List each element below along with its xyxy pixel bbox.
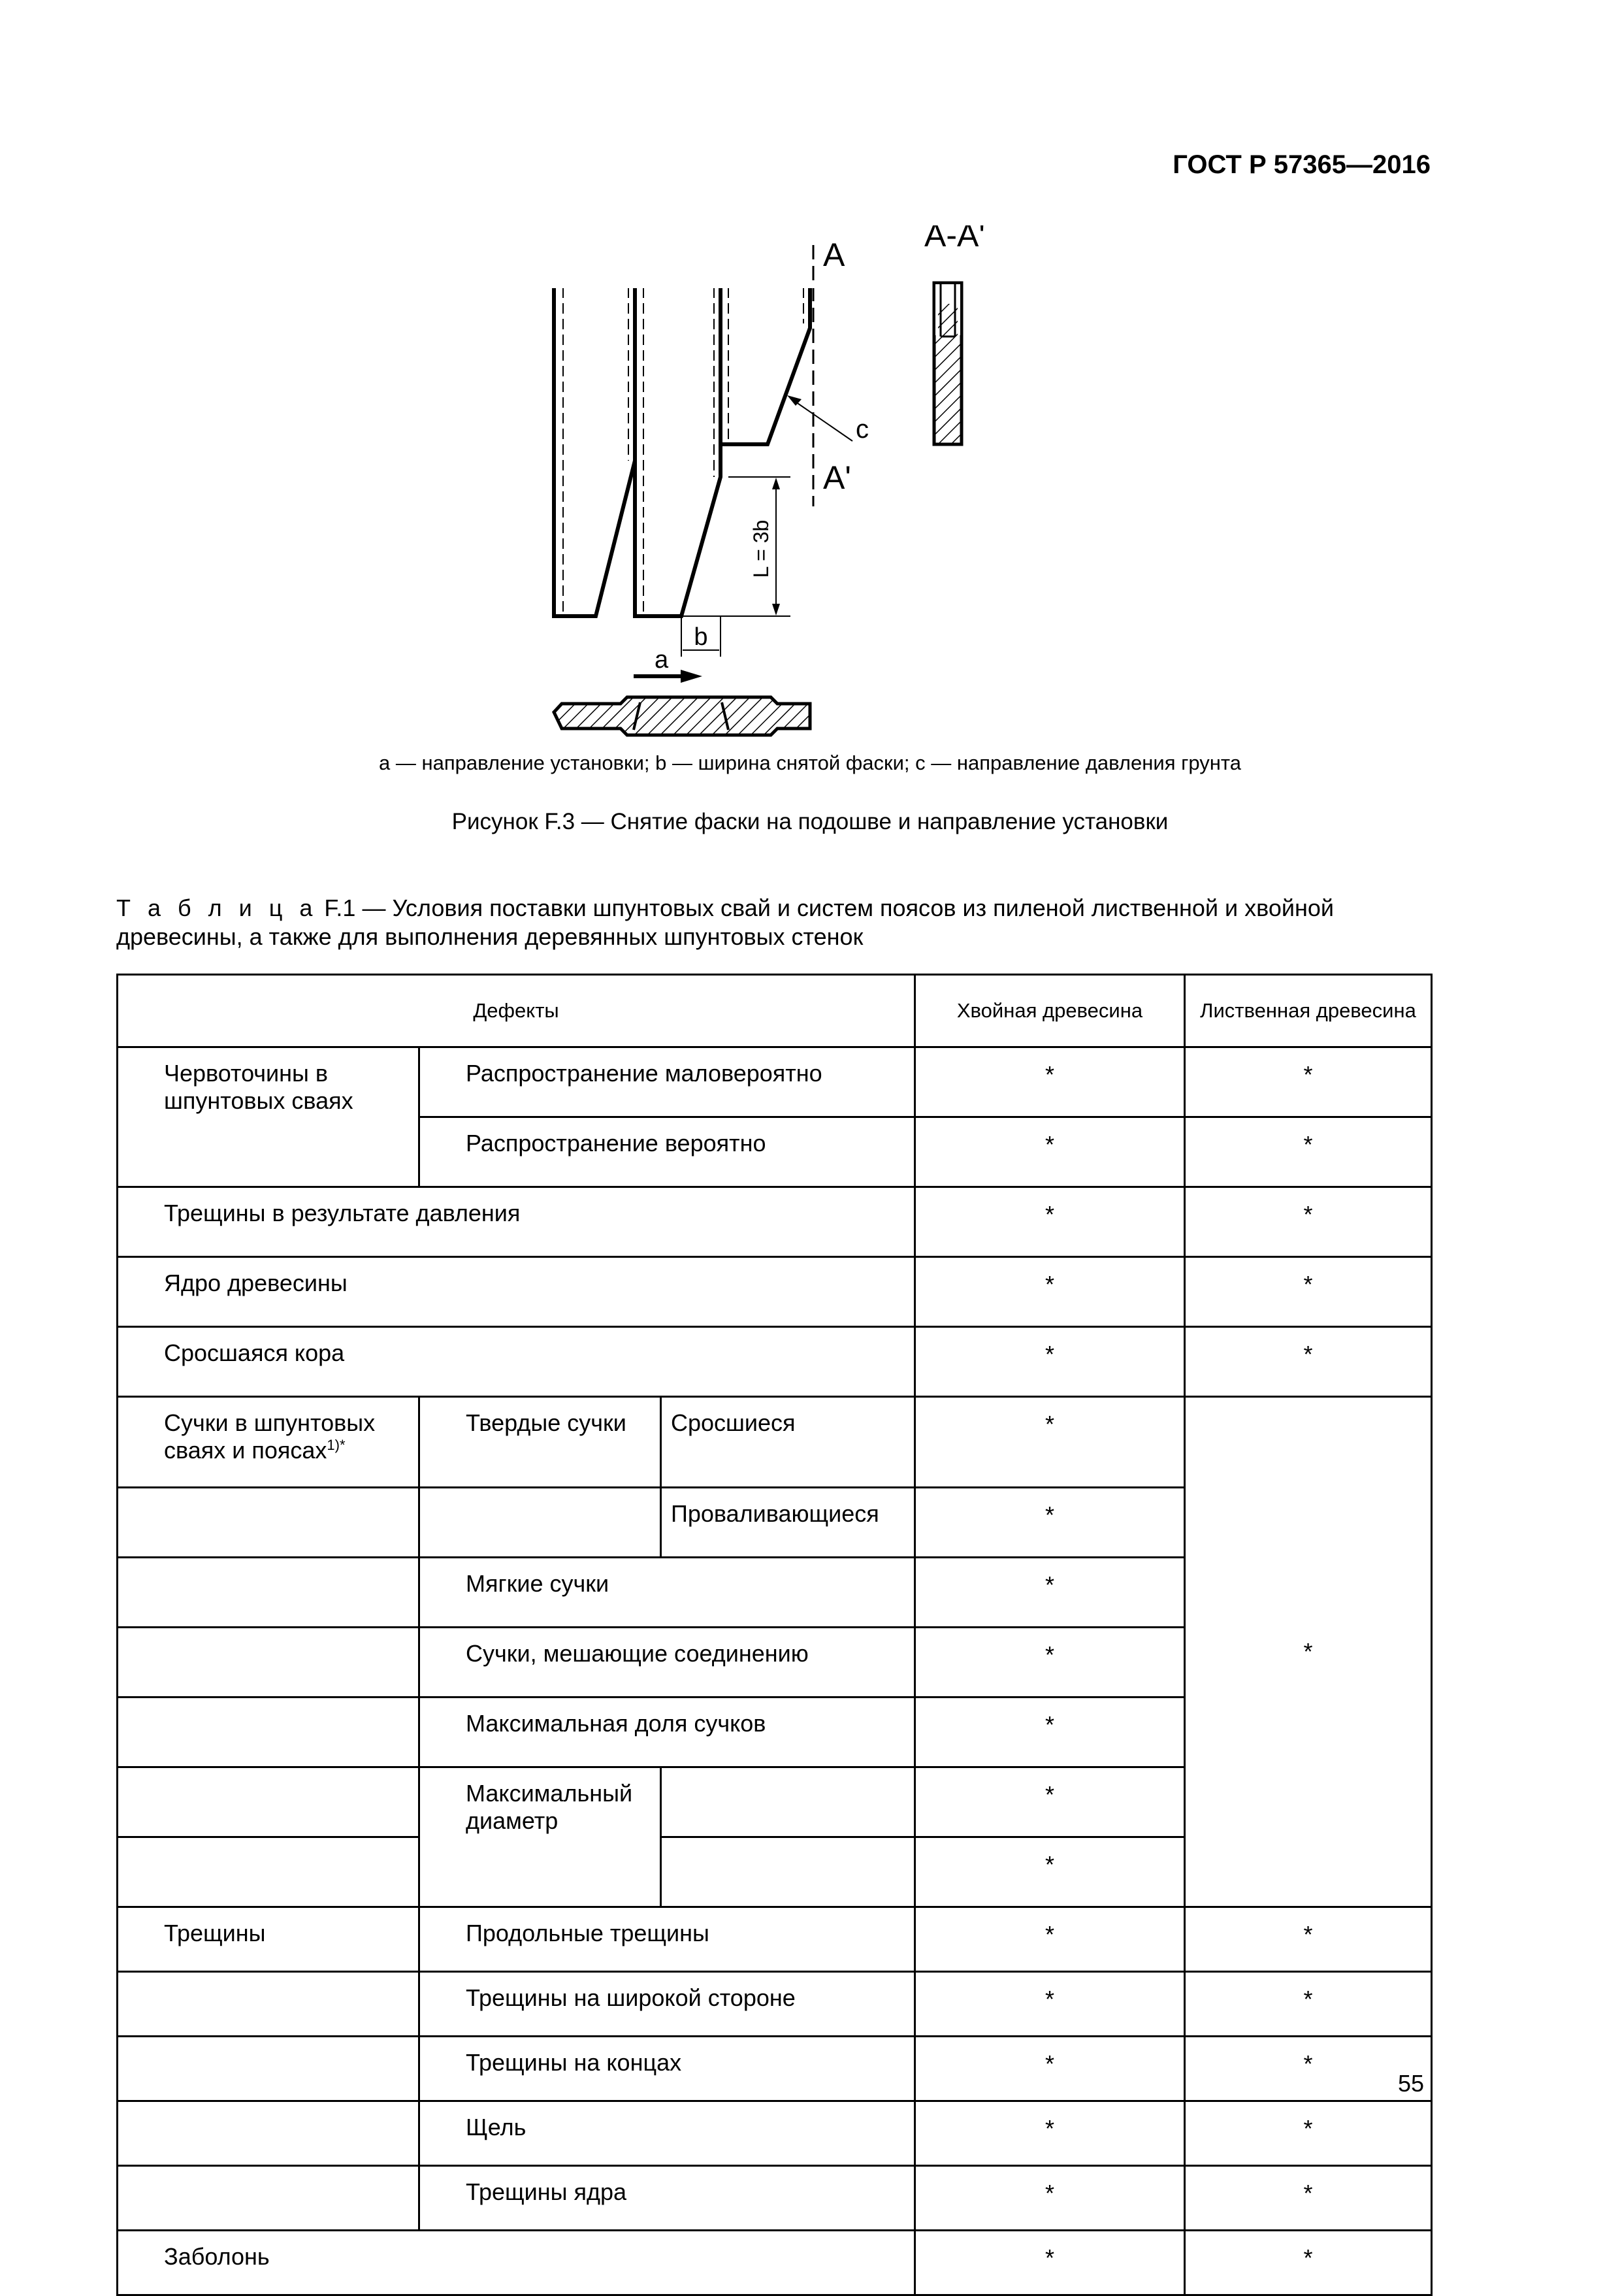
label-dimension: L = 3b [749,519,773,578]
mark-star: * [1185,2037,1432,2101]
cell-joint-knots: Сучки, мешающие соединению [419,1628,915,1697]
header-hardwood: Лиственная древесина [1185,975,1432,1047]
figure-f3 [510,225,1045,748]
knots-label: Сучки в шпунтовых сваях и поясах [164,1409,376,1464]
cell-pressure-cracks: Трещины в результате давления [118,1187,915,1257]
cell-spread-unlikely: Распространение маловероятно [419,1047,915,1117]
label-c: c [856,415,869,444]
table-row [118,2166,1432,2231]
cell-wormholes: Червоточины в шпунтовых сваях [118,1047,419,1187]
cell-max-diameter: Максимальный диаметр [419,1767,661,1907]
header-softwood: Хвойная древесина [915,975,1185,1047]
table-row [118,1257,1432,1327]
mark-star: * [915,1327,1185,1397]
wall-plan [554,697,810,735]
empty-cell [419,1488,661,1558]
table-title-prefix: Т а б л и ц а [116,894,318,921]
cell-ends: Трещины на концах [419,2037,915,2101]
cell-falling: Проваливающиеся [661,1488,915,1558]
cell-ingrown-bark: Сросшаяся кора [118,1327,915,1397]
empty-cell [118,1972,419,2037]
chamfer-drawing [510,225,1045,748]
mark-star: * [915,1972,1185,2037]
table-row [118,2231,1432,2295]
mark-star: * [915,2231,1185,2295]
empty-cell [118,2101,419,2166]
mark-star: * [915,1397,1185,1488]
page-number: 55 [1397,2070,1424,2097]
cell-heartwood: Ядро древесины [118,1257,915,1327]
table-row [118,1327,1432,1397]
empty-cell [118,1837,419,1907]
c-leader [794,401,852,441]
cell-core-cracks: Трещины ядра [419,2166,915,2231]
mark-star: * [915,1628,1185,1697]
right-plank [721,287,810,444]
table-row [118,1047,1432,1117]
cell-spread-likely: Распространение вероятно [419,1117,915,1187]
mark-star: * [915,1187,1185,1257]
standard-number: ГОСТ Р 57365—2016 [1173,150,1431,179]
mark-star: * [1185,1257,1432,1327]
mark-star: * [915,1257,1185,1327]
empty-cell [661,1837,915,1907]
cell-max-share: Максимальная доля сучков [419,1697,915,1767]
mark-star: * [915,2101,1185,2166]
mark-star: * [1185,1047,1432,1117]
mark-star: * [915,2037,1185,2101]
middle-plank [635,287,721,616]
mark-star: * [1185,1972,1432,2037]
cell-cracks: Трещины [118,1907,419,1972]
figure-legend: а — направление установки; b — ширина снятой фаски; с — направление давления грунта [379,751,1241,774]
mark-star: * [1185,2231,1432,2295]
mark-star: * [915,1837,1185,1907]
cell-intergrown: Сросшиеся [661,1397,915,1488]
mark-star: * [1185,1327,1432,1397]
mark-star-merged: * [1185,1397,1432,1907]
mark-star: * [915,1047,1185,1117]
left-plank [554,287,635,616]
table-title-text: F.1 — Условия поставки шпунтовых свай и систем поясов из пиленой лиственной и хвойной древесины, а также для выполнения деревянных шпунтовых стенок [116,894,1335,950]
mark-star: * [915,1697,1185,1767]
knots-footnote: 1)* [327,1437,346,1453]
empty-cell [118,1697,419,1767]
table-row [118,1972,1432,2037]
mark-star: * [1185,1907,1432,1972]
label-a-top: А [823,237,845,273]
mark-star: * [915,1907,1185,1972]
mark-star: * [915,1117,1185,1187]
cell-wide-side: Трещины на широкой стороне [419,1972,915,2037]
table-row [118,1397,1432,1488]
mark-star: * [915,1558,1185,1628]
empty-cell [661,1767,915,1837]
mark-star: * [915,1767,1185,1837]
mark-star: * [915,2166,1185,2231]
cell-hard-knots: Твердые сучки [419,1397,661,1488]
cell-longitudinal: Продольные трещины [419,1907,915,1972]
label-b: b [694,623,708,651]
figure-caption: Рисунок F.3 — Снятие фаски на подошве и направление установки [451,809,1169,834]
label-a: a [655,646,669,674]
table-row [118,2101,1432,2166]
cell-soft-knots: Мягкие сучки [419,1558,915,1628]
empty-cell [118,1488,419,1558]
table-row [118,1907,1432,1972]
mark-star: * [1185,1187,1432,1257]
table-row [118,2037,1432,2101]
empty-cell [118,1558,419,1628]
cell-knots [118,1397,419,1488]
empty-cell [118,2166,419,2231]
mark-star: * [1185,2166,1432,2231]
cell-slit: Щель [419,2101,915,2166]
empty-cell [118,2037,419,2101]
label-section-view: А-А' [924,225,985,254]
mark-star: * [1185,1117,1432,1187]
table-row [118,1187,1432,1257]
header-defects: Дефекты [118,975,915,1047]
mark-star: * [1185,2101,1432,2166]
table-title [116,894,1431,951]
cell-sapwood: Заболонь [118,2231,915,2295]
label-a-bottom: А' [823,459,851,496]
empty-cell [118,1767,419,1837]
mark-star: * [915,1488,1185,1558]
empty-cell [118,1628,419,1697]
table-header-row [118,975,1432,1047]
defects-table [116,974,1433,2296]
